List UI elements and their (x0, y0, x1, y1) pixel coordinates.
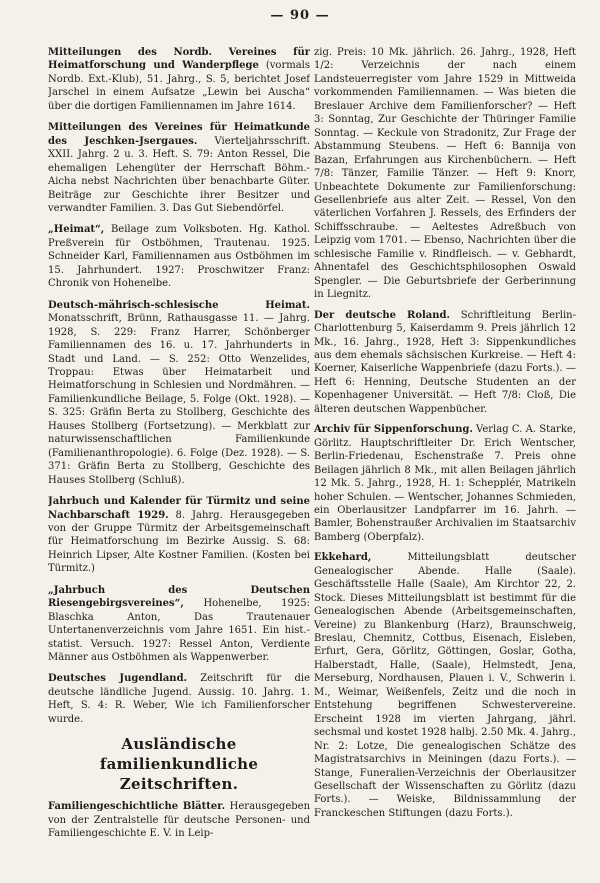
entry-text: Hohenelbe, 1925: Blaschka Anton, Das Trautenauer Untertanenverzeichnis vom Jahre 1651. Ein hist.-statist. Versuch. 1927: Ressel Anton, Verdiente Männer aus Ostböhmen als Wappenwerber. (48, 598, 310, 664)
entry-title: Jahrbuch und Kalender für Türmitz und seine Nachbarschaft 1929. (48, 496, 310, 521)
left-column (48, 46, 310, 866)
entry-ekkehard (314, 551, 576, 820)
entry-jeschken-jsergau (48, 121, 310, 215)
entry-text: zig. Preis: 10 Mk. jährlich. 26. Jahrg., 1928, Heft 1/2: Verzeichnis der nach einem Landsteuerregister vom Jahre 1529 in Mittweida vorkommenden Familiennamen. — Was bieten die Breslauer Archive dem Familienforscher? — Heft 3: Sonntag, Zur Geschichte der Thüringer Familie Sonntag. — Keckule von Stradonitz, Zur Frage der Abstammung Steubens. — Heft 6: Bannija von Bazan, Erfahrungen aus Kirchenbüchern. — Heft 7/8: Tänzer, Familie Tänzer. — Heft 9: Knorr, Unbeachtete Dokumente zur Familienforschung: Gesellenbriefe aus alter Zeit. — Ressel, Von den väterlichen Vorfahren J. Ressels, des Erfinders der Schiffsschraube. — Aeltestes Adreßbuch von Leipzig vom 1701. — Ebenso, Nachrichten über die schlesische Familie v. Rindfleisch. — v. Gebhardt, Ahnentafel des Geschichtsphilosophen Oswald Spengler. — Die Geburtsbriefe der Gerberinnung in Liegnitz. (314, 47, 576, 301)
entry-text: (vormals Nordb. Ext.-Klub), 51. Jahrg., S. 5, berichtet Josef Jarschel in einem Aufsatze „Lewin bei Auscha“ über die dortigen Familiennamen im Jahre 1614. (48, 60, 310, 112)
entry-text: Mitteilungsblatt deutscher Genealogischer Abende. Halle (Saale). Geschäftsstelle Halle (Saale), Am Kirchtor 22, 2. Stock. Dieses Mitteilungsblatt ist bestimmt für die Genealogischen Abende (Arbeitsgemeinschaften, Vereine) zu Blankenburg (Harz), Braunschweig, Breslau, Chemnitz, Cottbus, Eisenach, Eisleben, Erfurt, Gera, Görlitz, Göttingen, Goslar, Gotha, Halberstadt, Halle, (Saale), Helmstedt, Jena, Merseburg, Nordhausen, Plauen i. V., Schwerin i. M., Weimar, Weißenfels, Zeitz und die noch in Entstehung begriffenen Schwestervereine. Erscheint 1928 im vierten Jahrgang, jährl. sechsmal und kostet 1928 halbj. 2.50 Mk. 4. Jahrg., Nr. 2: Lotze, Die genealogischen Schätze des Magistratsarchivs in Meiningen (dazu Forts.). — Stange, Funeralien-Verzeichnis der Oberlausitzer Gesellschaft der Wissenschaften zu Görlitz (dazu Forts.). — Weiske, Bildnissammlung der Franckeschen Stiftungen (dazu Forts.). (314, 552, 576, 819)
entry-title: „Heimat“, (48, 224, 105, 236)
entry-title: Mitteilungen des Vereines für Heimatkunde des Jeschken-Jsergaues. (48, 122, 310, 147)
entry-jahrbuch-tuermitz (48, 495, 310, 576)
entry-title: Familiengeschichtliche Blätter. (48, 801, 226, 813)
entry-title: „Jahrbuch des Deutschen Riesengebirgsvereines“, (48, 584, 310, 610)
entry-familiengeschichtliche-blaetter-cont (314, 46, 576, 302)
entry-text: Verlag C. A. Starke, Görlitz. Hauptschriftleiter Dr. Erich Wentscher, Berlin-Friedenau, Eschenstraße 7. Preis ohne Beilagen jährlich 8 Mk., mit allen Beilagen jährlich 12 Mk. 5. Jahrg., 1928, H. 1: Schepplér, Matrikeln hoher Schulen. — Wentscher, Johannes Schmieden, ein Oberlausitzer Landpfarrer im 16. Jahrh. — Bamler, Bohenstraußer Archivalien im Staatsarchiv Bamberg (Oberpfalz). (314, 424, 576, 543)
entry-riesengebirgsverein (48, 584, 310, 665)
entry-title: Deutsch-mährisch-schlesische Heimat. (48, 299, 310, 311)
entry-deutsche-roland (314, 309, 576, 417)
entry-heimat (48, 223, 310, 290)
entry-text: Zeitschrift für die deutsche ländliche Jugend. Aussig. 10. Jahrg. 1. Heft, S. 4: R. Weber, Wie ich Familienforscher wurde. (48, 673, 310, 725)
entry-title: Deutsches Jugendland. (48, 673, 188, 685)
entry-deutsch-maehrisch-schlesische-heimat (48, 299, 310, 487)
entry-deutsches-jugendland (48, 672, 310, 726)
entry-text: Vierteljahrsschrift. XXII. Jahrg. 2 u. 3. Heft. S. 79: Anton Ressel, Die ehemaligen Lehengüter der Herrschaft Böhm.-Aicha nebst Nachrichten über benachbarte Güter. Beiträge zur Geschichte ihrer Besitzer und verwandter Familien. 3. Das Gut Siebendörfel. (48, 135, 310, 214)
page-number: — 90 — (270, 8, 330, 23)
section-heading: Ausländische familienkundliche Zeitschriften. (99, 735, 259, 794)
entry-text: Herausgegeben von der Zentralstelle für deutsche Personen- und Familiengeschichte E. V. in Leip- (48, 801, 310, 840)
entry-title: Mitteilungen des Nordb. Vereines für Heimatforschung und Wanderpflege (48, 47, 310, 72)
right-column (314, 46, 576, 861)
entry-text: 8. Jahrg. Herausgegeben von der Gruppe Türmitz der Arbeitsgemeinschaft für Heimatforschung im Bezirke Aussig. S. 68: Heinrich Lipser, Alte Kostner Familien. (Kosten bei Türmitz.) (48, 509, 310, 575)
entry-nordb-vereine (48, 46, 310, 113)
entry-archiv-sippenforschung (314, 423, 576, 544)
entry-familiengeschichtliche-blaetter (48, 800, 310, 840)
entry-title: Der deutsche Roland. (314, 309, 451, 321)
entry-text: Monatsschrift, Brünn, Rathausgasse 11. — Jahrg. 1928, S. 229: Franz Harrer, Schönberger Familiennamen des 16. u. 17. Jahrhunderts in Stadt und Land. — S. 252: Otto Wenzelides, Troppau: Etwas über Heimatarbeit und Heimatforschung in Schlesien und Nordmähren. — Familienkundliche Beilage, 5. Folge (Okt. 1928). — S. 325: Gräfin Berta zu Stollberg, Geschichte des Hauses Stollberg (Fortsetzung). — Merkblatt zur naturwissenschaftlichen Familienkunde (Familienanthropologie). 6. Folge (Dez. 1928). — S. 371: Gräfin Berta zu Stollberg, Geschichte des Hauses Stollberg (Schluß). (48, 313, 310, 486)
entry-title: Archiv für Sippenforschung. (314, 424, 473, 436)
entry-text: Schriftleitung Berlin-Charlottenburg 5, Kaiserdamm 9. Preis jährlich 12 Mk., 16. Jahrg., 1928, Heft 3: Sippenkundliches aus dem ehemals sächsischen Kurkreise. — Heft 4: Koerner, Kaiserliche Wappenbriefe (dazu Forts.). — Heft 6: Henning, Deutsche Studenten an der Kopenhagener Universität. — Heft 7/8: Cloß, Die älteren deutschen Wappenbücher. (314, 309, 576, 415)
entry-text: Beilage zum Volksboten. Hg. Kathol. Preßverein für Ostböhmen, Trautenau. 1925. Schneider Karl, Familiennamen aus Ostböhmen im 15. Jahrhundert. 1927: Proschwitzer Franz: Chronik von Hohenelbe. (48, 224, 310, 290)
entry-title: Ekkehard, (314, 552, 372, 564)
